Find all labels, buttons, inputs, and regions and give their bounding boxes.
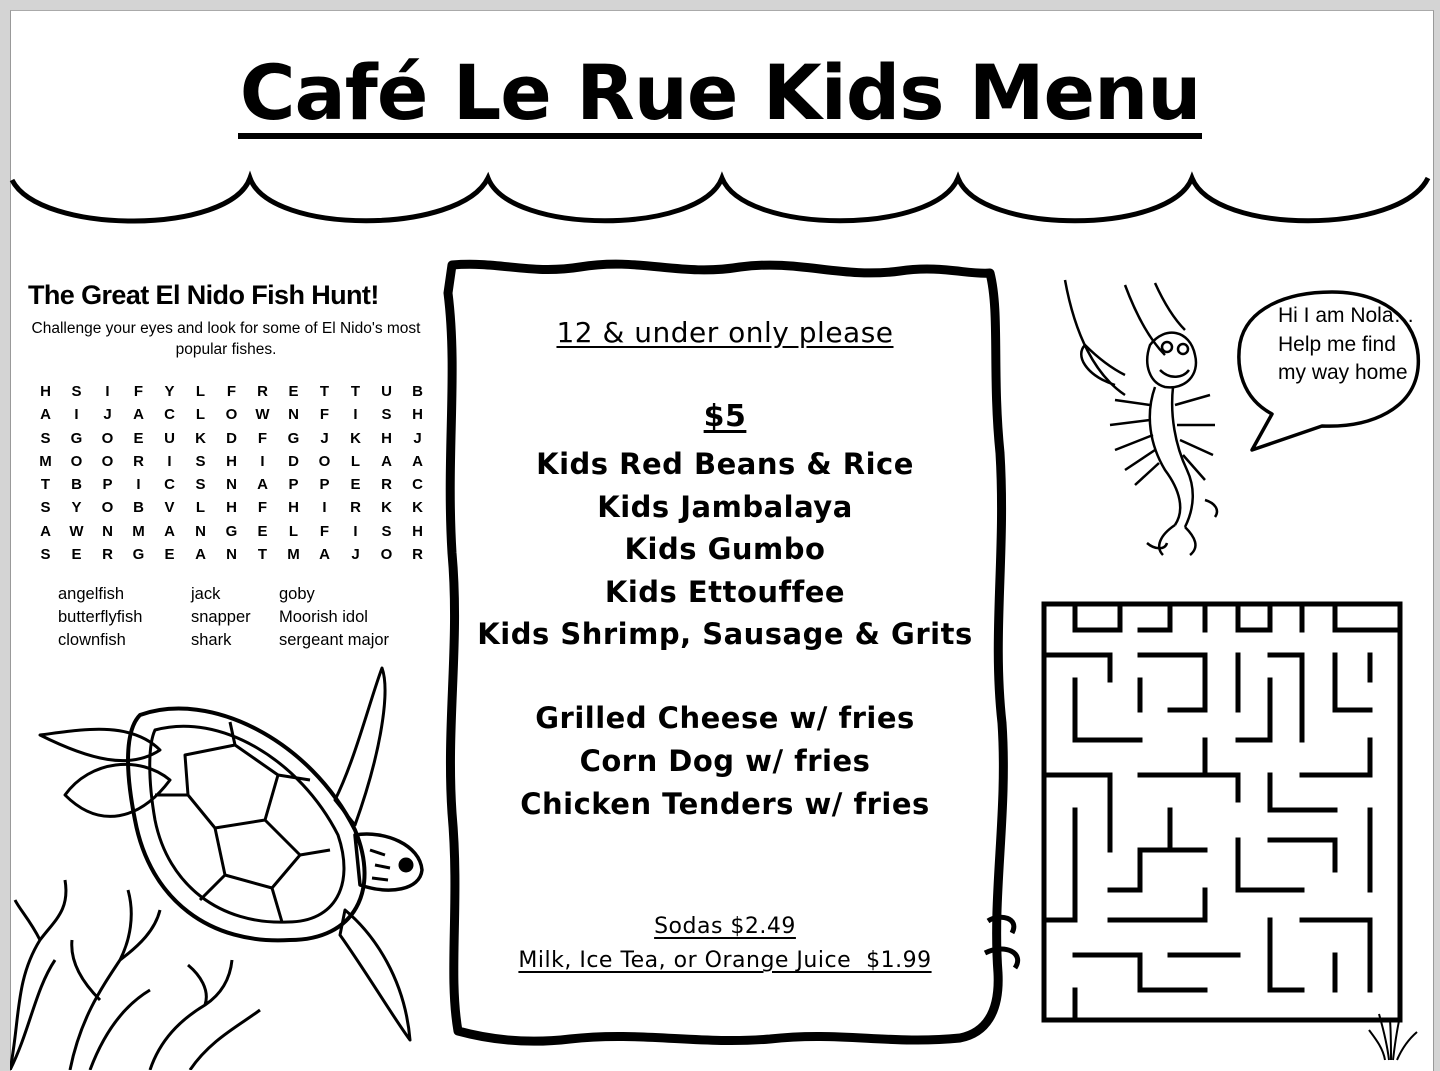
grid-letter[interactable]: P xyxy=(102,476,113,494)
turtle-drawing xyxy=(10,660,440,1070)
word-item: Moorish idol xyxy=(279,608,368,626)
word-item: butterflyfish xyxy=(58,608,143,626)
grid-letter[interactable]: B xyxy=(71,476,82,494)
word-item: snapper xyxy=(191,608,251,626)
grid-row xyxy=(30,520,433,543)
word-item: clownfish xyxy=(58,631,126,649)
drink-item: Milk, Ice Tea, or Orange Juice $1.99 xyxy=(518,948,932,973)
word-list-col3 xyxy=(279,583,389,652)
anemone-drawing xyxy=(1365,1008,1420,1063)
grid-letter[interactable]: F xyxy=(257,499,268,517)
grid-letter[interactable]: R xyxy=(350,499,361,517)
drink-item: Sodas $2.49 xyxy=(654,914,796,939)
grid-letter[interactable]: H xyxy=(412,406,423,424)
grid-letter[interactable]: S xyxy=(40,429,51,447)
grid-letter[interactable]: A xyxy=(40,522,51,540)
grid-letter[interactable]: L xyxy=(288,522,299,540)
grid-row xyxy=(30,450,433,473)
grid-letter[interactable]: A xyxy=(195,546,206,564)
grid-letter[interactable]: I xyxy=(260,452,265,470)
grid-letter[interactable]: H xyxy=(412,522,423,540)
grid-row xyxy=(30,427,433,450)
menu-item: Kids Red Beans & Rice xyxy=(536,447,914,481)
grid-letter[interactable]: H xyxy=(226,499,237,517)
grid-letter[interactable]: K xyxy=(381,499,392,517)
menu-item: Corn Dog w/ fries xyxy=(579,744,871,778)
grid-letter[interactable]: S xyxy=(381,522,392,540)
grid-letter[interactable]: S xyxy=(40,546,51,564)
grid-letter[interactable]: G xyxy=(70,429,83,447)
grid-letter[interactable]: W xyxy=(255,406,270,424)
grid-letter[interactable]: M xyxy=(132,522,145,540)
grid-letter[interactable]: M xyxy=(39,452,52,470)
grid-letter[interactable]: J xyxy=(320,429,329,447)
grid-letter[interactable]: K xyxy=(412,499,423,517)
grid-letter[interactable]: O xyxy=(318,452,331,470)
menu-list-fries xyxy=(440,697,1010,826)
grid-letter[interactable]: H xyxy=(381,429,392,447)
menu-item: Kids Gumbo xyxy=(624,532,826,566)
grid-letter[interactable]: J xyxy=(413,429,422,447)
fish-hunt-title: The Great El Nido Fish Hunt! xyxy=(28,280,379,310)
grid-letter[interactable]: O xyxy=(70,452,83,470)
grid-letter[interactable]: S xyxy=(71,383,82,400)
grid-letter[interactable]: L xyxy=(350,452,361,470)
grid-row xyxy=(30,473,433,496)
grid-letter[interactable]: A xyxy=(164,522,175,540)
grid-letter[interactable]: I xyxy=(74,406,79,424)
menu-item: Kids Ettouffee xyxy=(604,574,846,609)
grid-letter[interactable]: D xyxy=(226,429,237,447)
grid-letter[interactable]: F xyxy=(226,383,237,400)
age-restriction: 12 & under only please xyxy=(556,316,894,349)
word-item: jack xyxy=(191,585,221,603)
grid-letter[interactable]: I xyxy=(167,452,172,470)
grid-letter[interactable]: S xyxy=(195,452,206,470)
grid-letter[interactable]: R xyxy=(257,383,268,400)
grid-letter[interactable]: R xyxy=(133,452,144,470)
fish-hunt-subtitle: Challenge your eyes and look for some of El Nido's most popular fishes. xyxy=(31,320,421,358)
grid-letter[interactable]: N xyxy=(226,476,237,494)
grid-letter[interactable]: I xyxy=(353,406,358,424)
grid-letter[interactable]: I xyxy=(353,522,358,540)
grid-letter[interactable]: N xyxy=(102,522,113,540)
speech-bubble-text: Hi I am Nola…Help me find my way home xyxy=(1278,304,1415,384)
grid-letter[interactable]: H xyxy=(226,452,237,470)
grid-letter[interactable]: L xyxy=(195,499,206,517)
grid-letter[interactable]: C xyxy=(164,406,175,424)
crawfish-drawing xyxy=(1055,275,1235,560)
grid-letter[interactable]: I xyxy=(136,476,141,494)
grid-letter[interactable]: A xyxy=(257,476,268,494)
grid-letter[interactable]: N xyxy=(288,406,299,424)
grid-letter[interactable]: I xyxy=(322,499,327,517)
menu-list xyxy=(440,443,1010,656)
grid-letter[interactable]: E xyxy=(257,522,268,540)
grid-letter[interactable]: N xyxy=(195,522,206,540)
grid-letter[interactable]: O xyxy=(225,406,238,424)
grid-letter[interactable]: F xyxy=(319,406,330,424)
grid-letter[interactable]: O xyxy=(101,452,114,470)
grid-letter[interactable]: P xyxy=(319,476,330,494)
grid-letter[interactable]: K xyxy=(195,429,206,447)
grid-letter[interactable]: F xyxy=(257,429,268,447)
grid-letter[interactable]: S xyxy=(381,406,392,424)
grid-letter[interactable]: J xyxy=(351,546,360,564)
grid-letter[interactable]: A xyxy=(381,452,392,470)
grid-letter[interactable]: R xyxy=(381,476,392,494)
grid-letter[interactable]: I xyxy=(105,383,110,400)
price-heading: $5 xyxy=(703,399,747,434)
grid-letter[interactable]: H xyxy=(288,499,299,517)
grid-letter[interactable]: Y xyxy=(71,499,82,517)
grid-letter[interactable]: T xyxy=(257,546,268,564)
grid-letter[interactable]: E xyxy=(350,476,361,494)
grid-letter[interactable]: E xyxy=(71,546,82,564)
grid-letter[interactable]: E xyxy=(164,546,175,564)
grid-row xyxy=(30,403,433,426)
grid-letter[interactable]: P xyxy=(288,476,299,494)
grid-row xyxy=(30,380,433,403)
grid-letter[interactable]: F xyxy=(319,522,330,540)
scalloped-border xyxy=(0,160,1440,240)
grid-letter[interactable]: U xyxy=(381,383,392,400)
word-search-grid[interactable] xyxy=(30,380,433,566)
grid-letter[interactable]: B xyxy=(133,499,144,517)
grid-letter[interactable]: C xyxy=(164,476,175,494)
grid-letter[interactable]: T xyxy=(319,383,330,400)
grid-letter[interactable]: O xyxy=(380,546,393,564)
menu-item: Grilled Cheese w/ fries xyxy=(535,701,915,735)
grid-letter[interactable]: A xyxy=(319,546,330,564)
grid-letter[interactable]: N xyxy=(226,546,237,564)
grid-letter[interactable]: L xyxy=(195,383,206,400)
grid-letter[interactable]: K xyxy=(350,429,361,447)
word-item: angelfish xyxy=(58,585,125,603)
grid-letter[interactable]: B xyxy=(412,383,423,400)
grid-row xyxy=(30,543,433,566)
menu-item: Kids Jambalaya xyxy=(597,489,853,524)
grid-letter[interactable]: H xyxy=(40,383,51,400)
menu-item: Kids Shrimp, Sausage & Grits xyxy=(477,617,973,651)
grid-letter[interactable]: M xyxy=(287,546,300,564)
grid-letter[interactable]: T xyxy=(350,383,361,400)
grid-letter[interactable]: W xyxy=(69,522,84,540)
grid-letter[interactable]: S xyxy=(195,476,206,494)
grid-letter[interactable]: V xyxy=(164,499,175,517)
word-item: goby xyxy=(279,585,315,603)
page-title: Café Le Rue Kids Menu xyxy=(239,48,1201,137)
grid-letter[interactable]: F xyxy=(133,383,144,400)
grid-letter[interactable]: Y xyxy=(164,383,175,400)
grid-letter[interactable]: O xyxy=(101,429,114,447)
grid-letter[interactable]: L xyxy=(195,406,206,424)
maze[interactable] xyxy=(1040,600,1405,1025)
grid-letter[interactable]: R xyxy=(412,546,423,564)
grid-letter[interactable]: D xyxy=(288,452,299,470)
grid-letter[interactable]: A xyxy=(412,452,423,470)
grid-letter[interactable]: U xyxy=(164,429,175,447)
menu-item: Chicken Tenders w/ fries xyxy=(520,787,930,821)
grid-letter[interactable]: T xyxy=(40,476,51,494)
grid-letter[interactable]: O xyxy=(101,499,114,517)
grid-letter[interactable]: A xyxy=(40,406,51,424)
grid-letter[interactable]: S xyxy=(40,499,51,517)
grid-row xyxy=(30,496,433,519)
grid-letter[interactable]: G xyxy=(225,522,238,540)
word-list-col2 xyxy=(191,583,251,652)
grid-letter[interactable]: C xyxy=(412,476,423,494)
word-list-col1 xyxy=(58,583,142,652)
drinks-list xyxy=(440,910,1010,978)
grid-letter[interactable]: J xyxy=(103,406,112,424)
word-item: sergeant major xyxy=(279,631,390,649)
grid-letter[interactable]: G xyxy=(287,429,300,447)
grid-letter[interactable]: E xyxy=(288,383,299,400)
grid-letter[interactable]: E xyxy=(133,429,144,447)
word-item: shark xyxy=(191,631,232,649)
grid-letter[interactable]: A xyxy=(133,406,144,424)
grid-letter[interactable]: R xyxy=(102,546,113,564)
grid-letter[interactable]: G xyxy=(132,546,145,564)
